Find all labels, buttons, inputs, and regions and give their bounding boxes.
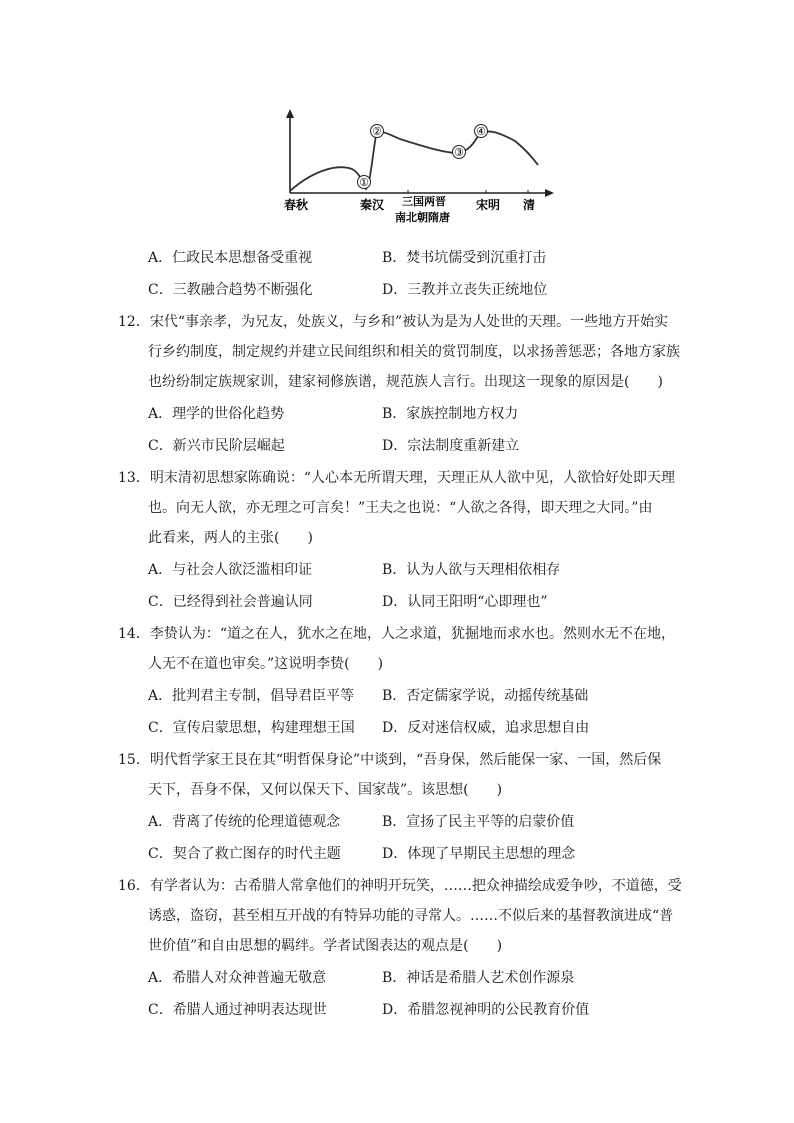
q12-stem-line-1: 12．宋代“事亲孝，为兄友，处族义，与乡和”被认为是为人处世的天理。一些地方开始实 <box>118 314 669 330</box>
q15-option-a: A．背离了传统的伦理道德观念 <box>148 814 341 830</box>
trend-curve <box>290 131 538 191</box>
q14-option-c: C．宣传启蒙思想，构建理想王国 <box>148 720 355 736</box>
q16-stem-line-2: 诱惑，盗窃，甚至相互开战的有特异功能的寻常人。……不似后来的基督教演进成“普 <box>148 908 674 924</box>
marker-3: ③ <box>454 146 464 159</box>
q13-option-d: D．认同王阳明“心即理也” <box>382 594 548 610</box>
axis-label-songming: 宋明 <box>476 198 501 212</box>
q14-stem-line-2: 人无不在道也审矣。”这说明李贽( ) <box>148 656 384 672</box>
q13-option-b: B．认为人欲与天理相依相存 <box>382 562 561 578</box>
q14-stem-line-1: 14．李贽认为：“道之在人，犹水之在地，人之求道，犹掘地而求水也。然则水无不在地， <box>118 626 675 642</box>
q13-stem-line-2: 也。向无人欲，亦无理之可言矣！”王夫之也说：“人欲之各得，即天理之大同。”由 <box>148 500 653 516</box>
marker-2: ② <box>372 125 382 138</box>
q13-option-c: C．已经得到社会普遍认同 <box>148 594 313 610</box>
q14-option-d: D．反对迷信权威，追求思想自由 <box>382 720 590 736</box>
marker-1: ① <box>359 176 369 189</box>
q13-option-a: A．与社会人欲泛滥相印证 <box>148 562 313 578</box>
q12-option-d: D．宗法制度重新建立 <box>382 438 520 454</box>
q15-stem-line-1: 15．明代哲学家王艮在其“明哲保身论”中谈到，“吾身保，然后能保一家、一国，然后保 <box>118 752 662 768</box>
q15-option-c: C．契合了救亡图存的时代主题 <box>148 846 341 862</box>
axis-label-chunqiu: 春秋 <box>284 198 309 212</box>
y-axis-arrow <box>286 109 294 118</box>
q12-option-b: B．家族控制地方权力 <box>382 406 519 422</box>
q16-option-a: A．希腊人对众神普遍无敬意 <box>148 970 327 986</box>
q14-option-b: B．否定儒家学说，动摇传统基础 <box>382 688 589 704</box>
q15-option-d: D．体现了早期民主思想的理念 <box>382 846 576 862</box>
q16-stem-line-1: 16．有学者认为：古希腊人常拿他们的神明开玩笑，……把众神描绘成爱争吵，不道德，受 <box>118 878 682 894</box>
axis-label-qing: 清 <box>523 198 536 212</box>
q12-option-c: C．新兴市民阶层崛起 <box>148 438 285 454</box>
q11-option-d: D．三教并立丧失正统地位 <box>382 282 548 298</box>
q14-option-a: A．批判君主专制，倡导君臣平等 <box>148 688 355 704</box>
axis-label-qinhan: 秦汉 <box>360 198 385 212</box>
x-axis-arrow <box>545 189 554 197</box>
marker-4: ④ <box>476 125 486 138</box>
q11-option-b: B．焚书坑儒受到沉重打击 <box>382 250 547 266</box>
q13-stem-line-1: 13．明末清初思想家陈确说：“人心本无所谓天理，天理正从人欲中见，人欲恰好处即天理 <box>118 470 675 486</box>
q12-option-a: A．理学的世俗化趋势 <box>148 406 285 422</box>
q16-option-d: D．希腊忽视神明的公民教育价值 <box>382 1002 590 1018</box>
trend-curve-figure <box>280 105 560 230</box>
trend-curve-svg <box>280 105 560 230</box>
q16-option-c: C．希腊人通过神明表达现世 <box>148 1002 327 1018</box>
axis-label-nanbeichao: 南北朝隋唐 <box>395 211 450 224</box>
q11-option-c: C．三教融合趋势不断强化 <box>148 282 313 298</box>
q16-stem-line-3: 世价值”和自由思想的羁绊。学者试图表达的观点是( ) <box>148 938 503 954</box>
q13-stem-line-3: 此看来，两人的主张( ) <box>148 530 313 546</box>
axis-label-sanguo: 三国两晋 <box>402 195 446 208</box>
q12-stem-line-3: 也纷纷制定族规家训，建家祠修族谱，规范族人言行。出现这一现象的原因是( ) <box>148 374 663 390</box>
q15-option-b: B．宣扬了民主平等的启蒙价值 <box>382 814 575 830</box>
q15-stem-line-2: 天下，吾身不保，又何以保天下、国家哉”。该思想( ) <box>148 782 503 798</box>
q16-option-b: B．神话是希腊人艺术创作源泉 <box>382 970 575 986</box>
q11-option-a: A．仁政民本思想备受重视 <box>148 250 313 266</box>
q12-stem-line-2: 行乡约制度，制定规约并建立民间组织和相关的赏罚制度，以求扬善惩恶；各地方家族 <box>148 344 680 360</box>
